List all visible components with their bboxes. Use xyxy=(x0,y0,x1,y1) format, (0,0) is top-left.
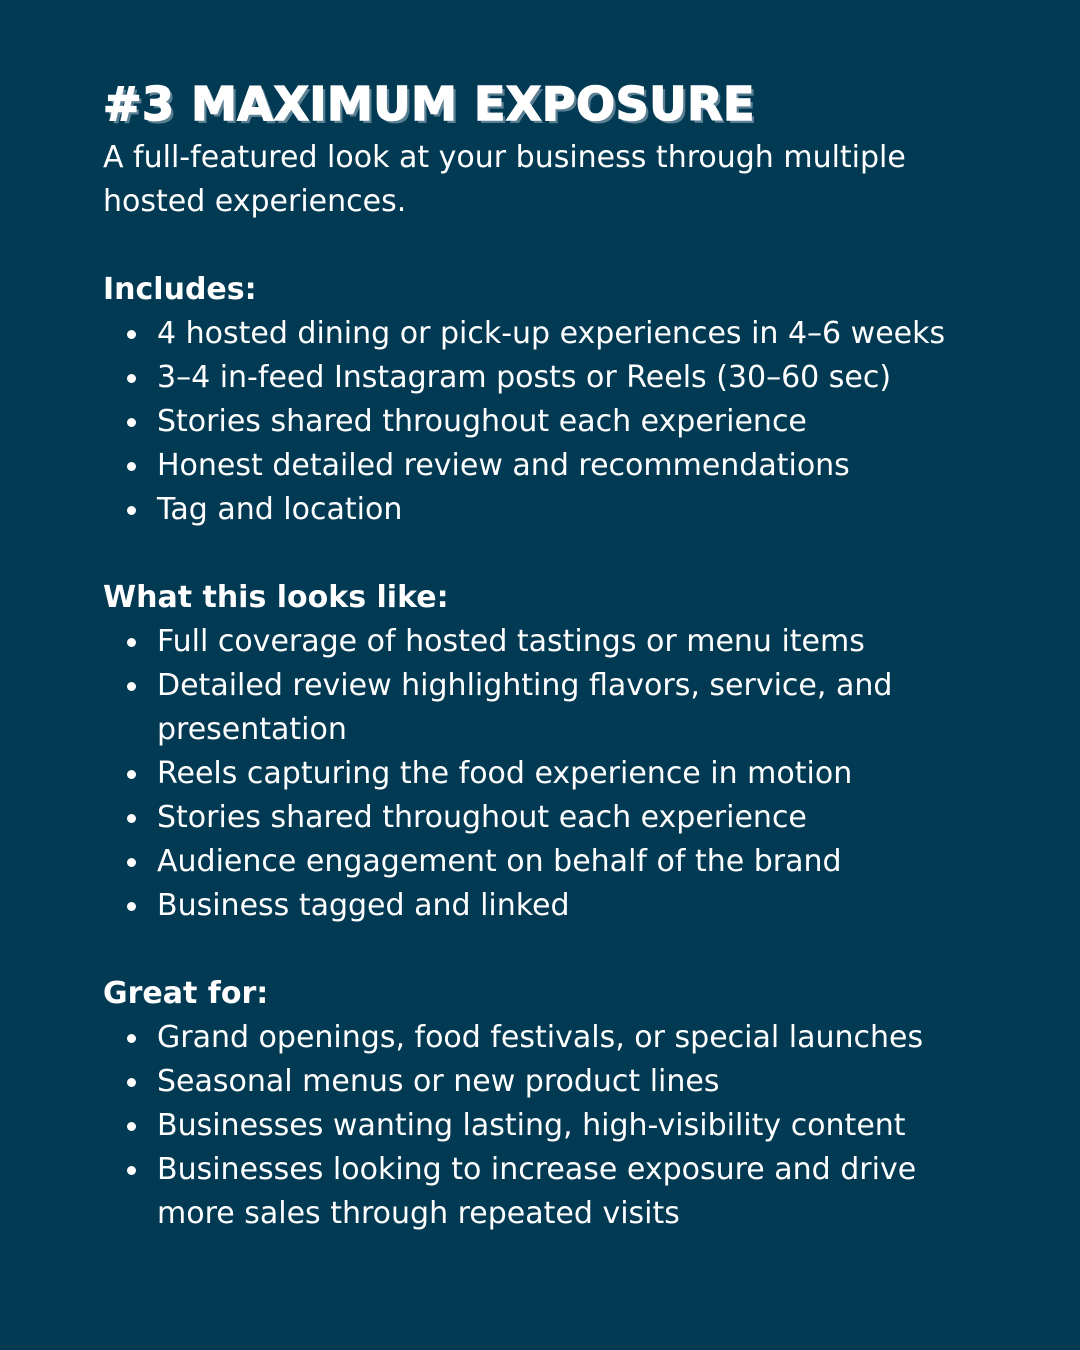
list-item xyxy=(157,796,977,840)
bullet-icon xyxy=(127,462,136,471)
list-item xyxy=(157,444,977,488)
great-for-list xyxy=(103,1016,980,1236)
page-subtitle: A full-featured look at your business through multiple hosted experiences. xyxy=(103,140,906,219)
list-item xyxy=(157,664,977,752)
bullet-icon xyxy=(127,1078,136,1087)
list-item-text: Reels capturing the food experience in motion xyxy=(157,756,853,791)
bullet-icon xyxy=(127,638,136,647)
list-item xyxy=(157,840,977,884)
list-item xyxy=(157,1060,977,1104)
bullet-icon xyxy=(127,1166,136,1175)
section-heading-great-for: Great for: xyxy=(103,976,269,1011)
bullet-icon xyxy=(127,1034,136,1043)
list-item-text: Detailed review highlighting flavors, service, and presentation xyxy=(157,668,893,747)
list-item-text: Businesses looking to increase exposure and drive more sales through repeated visits xyxy=(157,1152,917,1231)
bullet-icon xyxy=(127,1122,136,1131)
list-item xyxy=(157,1104,977,1148)
list-item-text: Tag and location xyxy=(157,492,403,527)
list-item-text: 3–4 in-feed Instagram posts or Reels (30–60 sec) xyxy=(157,360,892,395)
list-item xyxy=(157,884,977,928)
section-heading-what-this-looks-like: What this looks like: xyxy=(103,580,449,615)
bullet-icon xyxy=(127,858,136,867)
list-item-text: Stories shared throughout each experience xyxy=(157,404,807,439)
bullet-icon xyxy=(127,682,136,691)
bullet-icon xyxy=(127,814,136,823)
bullet-icon xyxy=(127,374,136,383)
list-item xyxy=(157,400,977,444)
bullet-icon xyxy=(127,418,136,427)
list-item xyxy=(157,488,977,532)
section-heading-includes: Includes: xyxy=(103,272,257,307)
list-item xyxy=(157,1148,977,1236)
bullet-icon xyxy=(127,506,136,515)
list-item-text: Business tagged and linked xyxy=(157,888,570,923)
includes-list xyxy=(103,312,980,532)
bullet-icon xyxy=(127,330,136,339)
list-item-text: Businesses wanting lasting, high-visibility content xyxy=(157,1108,906,1143)
section-what-this-looks-like xyxy=(103,576,980,928)
list-item-text: Audience engagement on behalf of the brand xyxy=(157,844,842,879)
list-item-text: Full coverage of hosted tastings or menu items xyxy=(157,624,865,659)
list-item xyxy=(157,620,977,664)
list-item-text: Stories shared throughout each experience xyxy=(157,800,807,835)
bullet-icon xyxy=(127,902,136,911)
section-great-for xyxy=(103,972,980,1236)
list-item xyxy=(157,312,977,356)
section-includes xyxy=(103,268,980,532)
list-item-text: Honest detailed review and recommendations xyxy=(157,448,850,483)
list-item xyxy=(157,1016,977,1060)
bullet-icon xyxy=(127,770,136,779)
list-item-text: 4 hosted dining or pick-up experiences in 4–6 weeks xyxy=(157,316,946,351)
list-item xyxy=(157,752,977,796)
list-item-text: Grand openings, food festivals, or special launches xyxy=(157,1020,924,1055)
page-title: #3 MAXIMUM EXPOSURE xyxy=(103,77,755,131)
list-item-text: Seasonal menus or new product lines xyxy=(157,1064,720,1099)
list-item xyxy=(157,356,977,400)
looks-like-list xyxy=(103,620,980,928)
